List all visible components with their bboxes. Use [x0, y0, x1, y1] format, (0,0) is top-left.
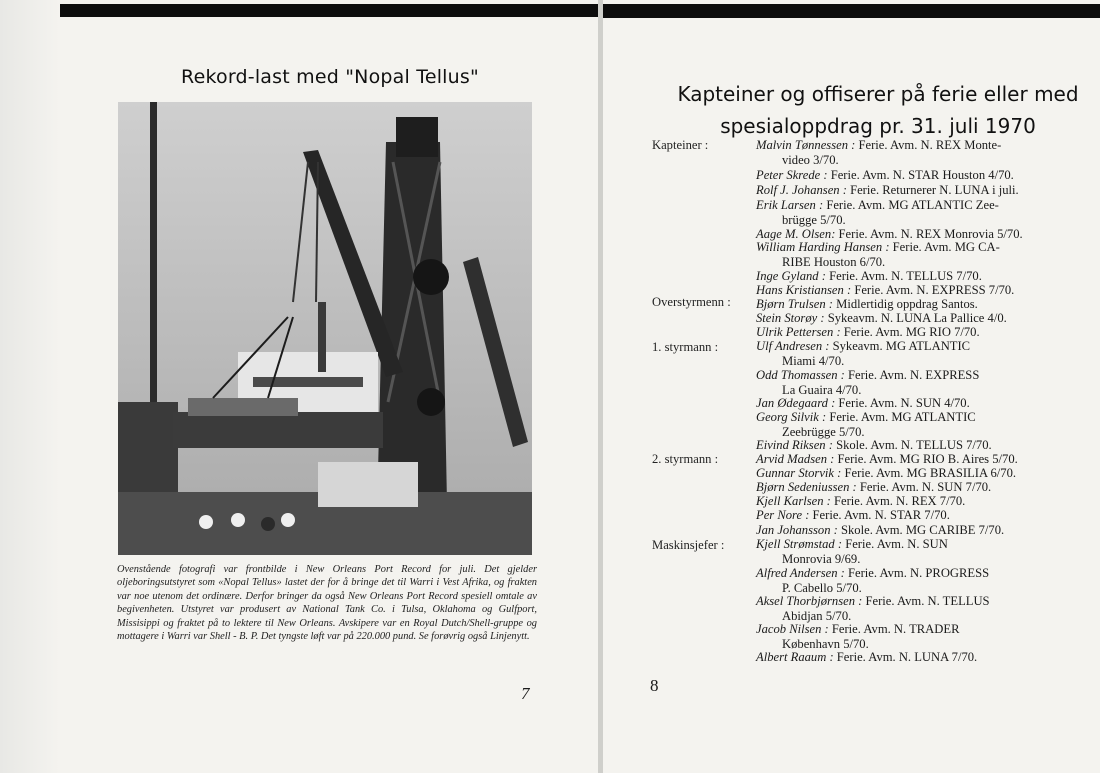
officer-name: Ulf Andresen : [756, 339, 830, 353]
officer-status-cont: Miami 4/70. [782, 353, 845, 368]
officer-status: Ferie. Avm. N. REX Monte- [855, 138, 1002, 152]
officer-status: Sykeavm. MG ATLANTIC [829, 339, 971, 353]
officer-name: Per Nore : [756, 508, 810, 522]
list-title-line-2: spesialoppdrag pr. 31. juli 1970 [720, 114, 1036, 138]
officer-status: Skole. Avm. MG CARIBE 7/70. [837, 523, 1005, 537]
officer-name: Bjørn Trulsen : [756, 297, 833, 311]
officer-status: Ferie. Avm. N. LUNA 7/70. [833, 650, 978, 664]
officer-name: Eivind Riksen : [756, 438, 833, 452]
officer-status: Ferie. Avm. N. TRADER [828, 622, 960, 636]
officer-status: Ferie. Avm. N. REX Monrovia 5/70. [835, 227, 1023, 241]
officer-name: Jacob Nilsen : [756, 622, 829, 636]
roster-entry [756, 339, 1086, 368]
rank-label-kapteiner: Kapteiner : [652, 138, 709, 152]
photo-heavy-lift-crane [118, 102, 532, 555]
roster-entry [756, 240, 1086, 269]
top-black-bar [60, 4, 598, 17]
top-black-bar [603, 4, 1100, 18]
article-title: Rekord-last med "Nopal Tellus" [181, 66, 479, 88]
officer-status: Ferie. Avm. N. TELLUS [862, 594, 990, 608]
officer-status-cont: video 3/70. [782, 152, 839, 167]
officer-status: Ferie. Returnerer N. LUNA i juli. [846, 183, 1019, 197]
officer-status: Ferie. Avm. MG ATLANTIC [826, 410, 976, 424]
officer-name: Odd Thomassen : [756, 368, 845, 382]
officer-status-cont: København 5/70. [782, 636, 869, 651]
officer-name: William Harding Hansen : [756, 240, 890, 254]
officer-name: Ulrik Pettersen : [756, 325, 841, 339]
officer-status: Ferie. Avm. MG RIO B. Aires 5/70. [834, 452, 1018, 466]
rank-label-maskinsjefer: Maskinsjefer : [652, 538, 725, 552]
rank-label-overstyrmenn: Overstyrmenn : [652, 295, 731, 309]
officer-status: Ferie. Avm. MG RIO 7/70. [840, 325, 980, 339]
roster-entry [756, 138, 1086, 167]
officer-name: Erik Larsen : [756, 198, 824, 212]
roster-entry [756, 480, 1086, 495]
officer-status-cont: P. Cabello 5/70. [782, 580, 862, 595]
roster-entry [756, 410, 1086, 439]
roster-entry [756, 537, 1086, 566]
officer-status: Ferie. Avm. MG BRASILIA 6/70. [841, 466, 1017, 480]
rank-label-1-styrmann: 1. styrmann : [652, 340, 719, 354]
officer-status-cont: Monrovia 9/69. [782, 551, 861, 566]
officer-name: Alfred Andersen : [756, 566, 845, 580]
roster-entry [756, 283, 1086, 298]
roster-entry [756, 494, 1086, 509]
page-edge-shadow [0, 0, 60, 773]
roster-entry [756, 269, 1086, 284]
roster-entry [756, 368, 1086, 397]
officer-status-cont: RIBE Houston 6/70. [782, 254, 886, 269]
officer-name: Arvid Madsen : [756, 452, 835, 466]
officer-status-cont: Abidjan 5/70. [782, 608, 852, 623]
roster-entry [756, 396, 1086, 411]
officer-status-cont: brügge 5/70. [782, 212, 846, 227]
roster-entry [756, 650, 1086, 665]
officer-name: Georg Silvik : [756, 410, 827, 424]
roster-entry [756, 594, 1086, 623]
officer-status: Ferie. Avm. MG CA- [889, 240, 1000, 254]
officer-status: Ferie. Avm. N. SUN [842, 537, 948, 551]
officer-status: Sykeavm. N. LUNA La Pallice 4/0. [824, 311, 1007, 325]
officer-name: Aksel Thorbjørnsen : [756, 594, 863, 608]
officer-status: Ferie. Avm. N. STAR 7/70. [809, 508, 950, 522]
page-number: 7 [521, 684, 530, 703]
officer-name: Rolf J. Johansen : [756, 183, 847, 197]
officer-status: Ferie. Avm. N. EXPRESS [844, 368, 980, 382]
officer-name: Jan Ødegaard : [756, 396, 836, 410]
rank-label-2-styrmann: 2. styrmann : [652, 452, 719, 466]
roster-entry [756, 438, 1086, 453]
list-title-line-1: Kapteiner og offiserer på ferie eller med [677, 82, 1079, 106]
list-title [643, 78, 1100, 142]
officer-status: Ferie. Avm. N. STAR Houston 4/70. [827, 168, 1014, 182]
page-number: 8 [650, 676, 659, 695]
officer-name: Kjell Strømstad : [756, 537, 843, 551]
officer-status: Ferie. Avm. N. EXPRESS 7/70. [851, 283, 1015, 297]
officer-name: Peter Skrede : [756, 168, 828, 182]
roster-entry [756, 297, 1086, 312]
officer-status: Skole. Avm. N. TELLUS 7/70. [832, 438, 992, 452]
roster-entry [756, 183, 1086, 198]
officer-status: Ferie. Avm. N. SUN 7/70. [856, 480, 992, 494]
officer-name: Kjell Karlsen : [756, 494, 831, 508]
officer-status: Midlertidig oppdrag Santos. [832, 297, 978, 311]
officer-name: Aage M. Olsen: [756, 227, 836, 241]
officer-name: Gunnar Storvik : [756, 466, 842, 480]
roster-entry [756, 168, 1086, 183]
roster-entry [756, 466, 1086, 481]
officer-status: Ferie. Avm. N. PROGRESS [844, 566, 990, 580]
officer-name: Stein Storøy : [756, 311, 825, 325]
officer-status: Ferie. Avm. N. TELLUS 7/70. [825, 269, 982, 283]
officer-status: Ferie. Avm. N. REX 7/70. [830, 494, 966, 508]
officer-name: Hans Kristiansen : [756, 283, 852, 297]
photo-caption: Ovenstående fotografi var frontbilde i New Orleans Port Record for juli. Det gjelder oljeboringsutstyret som «Nopal Tellus» lastet der for å bringe det til Warri i Vest Afrika, og frakten var noe utenom det ordinære. Derfor bringer da også New Orleans Port Record spesiell omtale av begivenheten. Utstyret var produsert av National Tank Co. i Tulsa, Oklahoma og Gulfport, Missisippi og fraktet på to lektere til New Orleans. Avskipere var en Royal Dutch/Shell-gruppe og mottagere i Warri var Shell - B. P. Det tyngste løft var på 220.000 pund. Se forøvrig også Linjenytt. [117, 564, 537, 643]
officer-status: Ferie. Avm. N. SUN 4/70. [835, 396, 970, 410]
officer-status-cont: La Guaira 4/70. [782, 382, 862, 397]
roster-entry [756, 311, 1086, 326]
officer-name: Jan Johansson : [756, 523, 838, 537]
right-page [603, 0, 1100, 773]
officer-name: Bjørn Sedeniussen : [756, 480, 857, 494]
roster-entry [756, 523, 1086, 538]
officer-name: Albert Raaum : [756, 650, 834, 664]
roster-entry [756, 325, 1086, 340]
officer-name: Inge Gyland : [756, 269, 826, 283]
roster-entry [756, 566, 1086, 595]
roster-entry [756, 198, 1086, 227]
roster-entry [756, 508, 1086, 523]
officer-status: Ferie. Avm. MG ATLANTIC Zee- [823, 198, 999, 212]
roster-entry [756, 452, 1086, 467]
roster-entry [756, 622, 1086, 651]
officer-status-cont: Zeebrügge 5/70. [782, 424, 865, 439]
officer-name: Malvin Tønnessen : [756, 138, 856, 152]
